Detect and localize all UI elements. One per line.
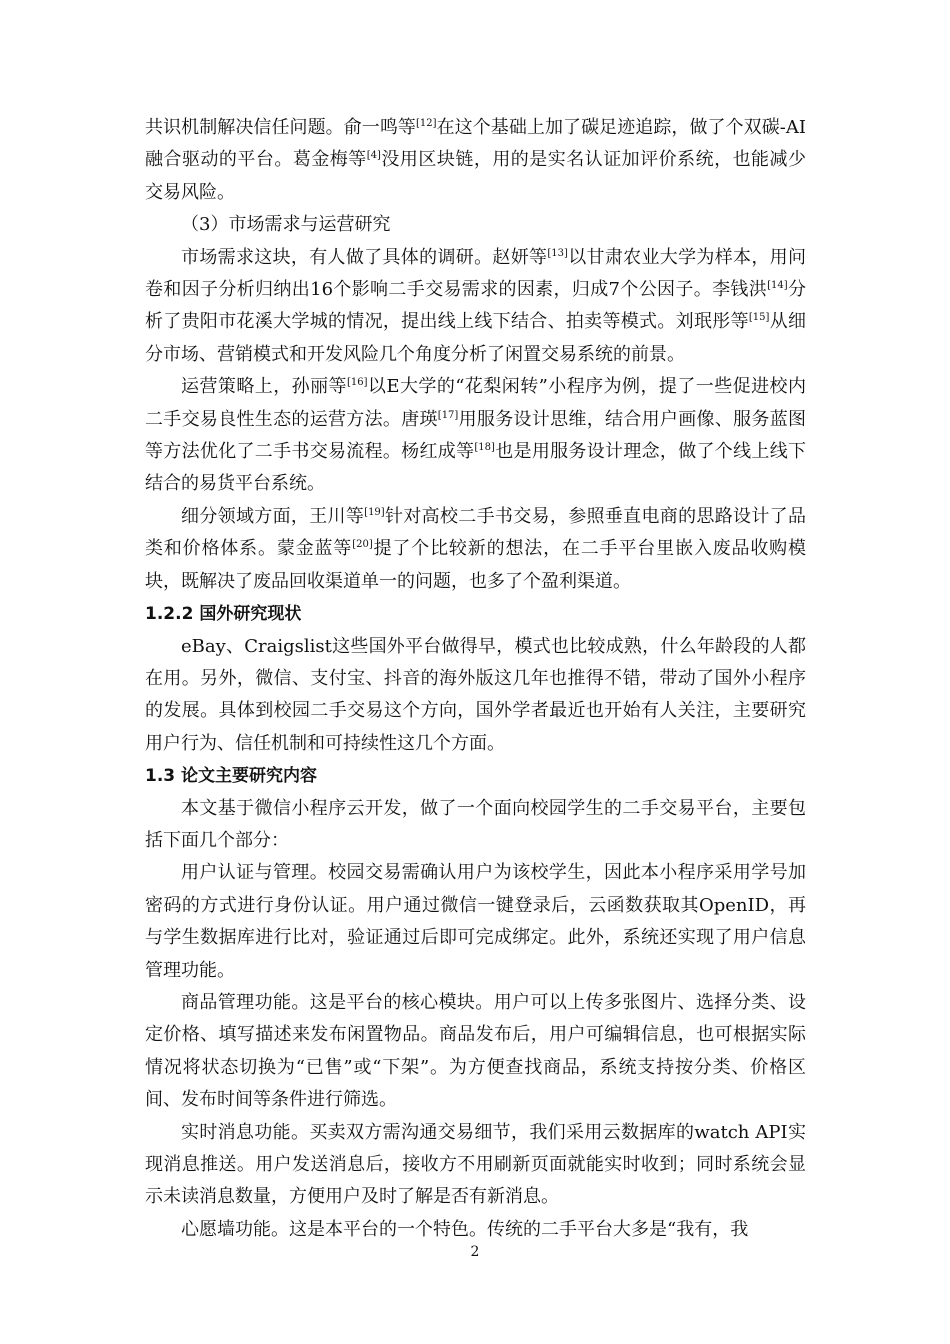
citation-marker: [4] [366,150,381,162]
citation-marker: [15] [748,312,770,324]
paragraph-text: 以E大学的“花梨闲转”小程序为例，提了一些促进校内二手交易良性生态的运营方法。唐瑛 [145,376,806,430]
citation-marker: [13] [547,247,568,259]
paragraph-text: 细分领域方面，王川等 [181,505,365,527]
section-heading: 1.3 论文主要研究内容 [145,766,318,787]
paragraph [145,631,806,761]
paragraph-text: 以甘肃农业大学为样本，用问卷和因子分析归纳出16个影响二手交易需求的因素，归成7个公因子。李钱洪 [145,246,806,301]
citation-marker: [17] [437,409,459,421]
body-text [145,112,806,1246]
paragraph-text: 运营策略上，孙丽等 [181,376,347,398]
citation-marker: [12] [415,118,437,129]
paragraph-text: 在这个基础上加了碳足迹追踪，做了个双碳-AI融合驱动的平台。葛金梅等 [145,117,806,171]
paragraph-text: 用服务设计思维，结合用户画像、服务蓝图等方法优化了二手书交易流程。杨红成等 [145,408,807,463]
paragraph-text: 分析了贵阳市花溪大学城的情况，提出线上线下结合、拍卖等模式。刘珉彤等 [145,279,807,333]
paragraph [145,1117,806,1214]
paragraph-text: 没用区块链，用的是实名认证加评价系统，也能减少交易风险。 [145,149,807,203]
paragraph [145,987,806,1117]
citation-marker: [14] [767,280,788,292]
paragraph-text: 心愿墙功能。这是本平台的一个特色。传统的二手平台大多是“我有，我 [181,1218,749,1240]
section-heading: 1.2.2 国外研究现状 [145,604,302,625]
citation-marker: [20] [352,539,373,551]
paragraph-text: 商品管理功能。这是平台的核心模块。用户可以上传多张图片、选择分类、设定价格、填写描述来发布闲置物品。商品发布后，用户可编辑信息，也可根据实际情况将状态切换为“已售”或“下架”。为方便查找商品，系统支持按分类、价格区间、发布时间等条件进行筛选。 [145,991,806,1111]
paragraph-text: eBay、Craigslist这些国外平台做得早，模式也比较成熟，什么年龄段的人都在用。另外，微信、支付宝、抖音的海外版这几年也推得不错，带动了国外小程序的发展。具体到校园二手交易这个方向，国外学者最近也开始有人关注，主要研究用户行为、信任机制和可持续性这几个方面。 [145,635,806,754]
paragraph [145,112,806,209]
paragraph-text: （3）市场需求与运营研究 [181,214,391,236]
citation-marker: [16] [346,377,368,389]
paragraph-text: 共识机制解决信任问题。俞一鸣等 [145,117,416,138]
paragraph-text: 也是用服务设计理念，做了个线上线下结合的易货平台系统。 [145,441,807,495]
paragraph-text: 实时消息功能。买卖双方需沟通交易细节，我们采用云数据库的watch API实现消息推送。用户发送消息后，接收方不用刷新页面就能实时收到；同时系统会显示未读消息数量，方便用户及时了解是否有新消息。 [145,1121,806,1208]
paragraph-text: 提了个比较新的想法，在二手平台里嵌入废品收购模块，既解决了废品回收渠道单一的问题，也多了个盈利渠道。 [145,538,807,592]
paragraph-text: 针对高校二手书交易，参照垂直电商的思路设计了品类和价格体系。蒙金蓝等 [145,505,806,560]
paragraph [145,793,806,858]
paragraph-text: 从细分市场、营销模式和开发风险几个角度分析了闲置交易系统的前景。 [145,311,807,365]
paragraph [145,371,806,501]
citation-marker: [19] [364,506,385,518]
paragraph [145,209,806,241]
paragraph-text: 用户认证与管理。校园交易需确认用户为该校学生，因此本小程序采用学号加密码的方式进行身份认证。用户通过微信一键登录后，云函数获取其OpenID，再与学生数据库进行比对，验证通过后即可完成绑定。此外，系统还实现了用户信息管理功能。 [145,862,806,981]
page-number: 2 [470,1244,480,1260]
citation-marker: [18] [474,442,495,454]
paragraph-text: 市场需求这块，有人做了具体的调研。赵妍等 [181,246,548,268]
paragraph [145,1214,806,1246]
paragraph-text: 本文基于微信小程序云开发，做了一个面向校园学生的二手交易平台，主要包括下面几个部分： [145,797,806,851]
paragraph [145,857,806,987]
paragraph [145,501,806,598]
paragraph [145,242,806,372]
